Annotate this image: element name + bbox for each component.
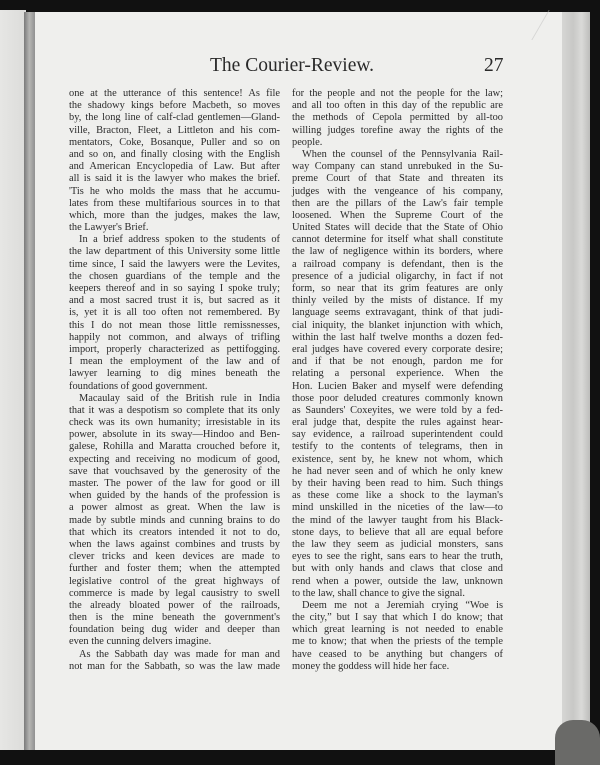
text-line: commerce is made by legal causistry to swell	[69, 587, 280, 599]
text-line: and American Encyclopedia of Law. But after	[69, 161, 280, 173]
text-line: further and foster them; when the attempted	[69, 563, 280, 575]
paragraph	[69, 393, 280, 649]
facing-page-edge	[0, 10, 26, 750]
text-line: thinly veiled by the mists of distance. If my	[292, 295, 503, 307]
text-line: people.	[292, 136, 323, 148]
text-line: eral judge that, despite the rules against hear-	[292, 417, 503, 429]
left-text-column	[69, 88, 280, 673]
text-line: then are the pillars of the Law's fair temple	[292, 197, 503, 209]
text-line: all is said it is the lawyer who makes the brief.	[69, 173, 280, 185]
text-line: time since, I said the lawyers were the Levites,	[69, 258, 280, 270]
text-line: rend when a power, outside the law, unknown	[292, 575, 503, 587]
text-line: money the goddess will hide her face.	[292, 660, 450, 672]
text-line: mind unskilled in the niceties of the law—to	[292, 502, 503, 514]
text-line: Hon. Lucien Baker and myself were defending	[292, 380, 503, 392]
text-line: is, yet it is all too often not remembered. By	[69, 307, 280, 319]
text-line: that which its creators intended it not to do,	[69, 526, 280, 538]
text-line: a railroad company is defendant, then is the	[292, 258, 503, 270]
text-line: the already bloated power of the railroads,	[69, 599, 280, 611]
text-line: as Saunders' Coxeyites, we were told by a fed-	[292, 404, 503, 416]
text-line: one at the utterance of this sentence! As file	[69, 88, 280, 99]
text-line: when guided by the hands of the profession is	[69, 490, 280, 502]
text-line: stone days, to believe that all are equal before	[292, 526, 503, 538]
text-line: by their having been read to him. Such things	[292, 478, 503, 489]
text-line: foundations of good government.	[69, 380, 208, 392]
text-line: foundation being dug wider and deeper than	[69, 624, 280, 636]
text-line: within the last half twelve months a dozen fed-	[292, 331, 503, 343]
text-line: even the cunning delvers imagine.	[69, 636, 212, 648]
text-line: willing judges torefine away the rights of the	[292, 124, 503, 136]
text-line: clever tricks and keen devices are made to	[69, 551, 280, 563]
text-line: galese, Rohilla and Maratta crouched before it,	[69, 441, 280, 453]
text-line: to the law, shall chance to give the signal.	[292, 587, 466, 599]
text-line: United States will decide that the State of Ohio	[292, 222, 503, 234]
holding-thumb	[555, 720, 600, 765]
text-line: made by subtle minds and cunning brains to do	[69, 514, 280, 526]
text-line: eyes to see the right, sans ears to hear the truth,	[292, 551, 503, 563]
paragraph	[292, 149, 503, 600]
text-line: I mean the employment of the law and of	[69, 356, 280, 368]
text-line: the shadowy kings before Macbeth, so moves	[69, 100, 280, 112]
text-line: form, so near that its grim features are only	[292, 283, 503, 294]
text-line: ville, Bracton, Fleet, a Littleton and his com-	[69, 124, 280, 136]
running-title: The Courier-Review.	[210, 55, 375, 76]
text-line: presence of a judicial oligarchy, in fact if not	[292, 270, 503, 282]
paragraph	[292, 600, 503, 673]
text-line: happily not common, and always of trifling	[69, 331, 280, 343]
text-line: but with only hands and claws that close and	[292, 563, 503, 575]
text-line: and all too often in this day of the republic are	[292, 100, 503, 112]
text-line: me to know; that when the priests of the temple	[292, 636, 503, 648]
text-line: the law they seem as judicial monsters, sans	[292, 538, 503, 550]
text-line: In a brief address spoken to the students of	[79, 234, 280, 246]
text-line: power, absolute in its sway—Hindoo and Ben-	[69, 429, 280, 441]
text-line: Deem me not a Jeremiah crying “Woe is	[302, 599, 503, 611]
paragraph	[69, 649, 280, 673]
text-line: and a most sacred trust it is, but sacred as it	[69, 295, 280, 307]
text-line: and if that be not enough, pardon me for	[292, 356, 503, 368]
text-line: save that vouchsaved by the generosity of the	[69, 465, 280, 477]
text-line: by, the long line of calf-clad gentlemen—Gland-	[69, 112, 280, 124]
text-line: testify to the contents of telegrams, then in	[292, 441, 503, 453]
text-line: he had never seen and of which he only knew	[292, 465, 503, 477]
text-line: as these come like a shock to the layman's	[292, 490, 503, 502]
text-line: a power almost as great. When the law is	[69, 502, 280, 514]
text-line: legislative control of the great highways of	[69, 575, 280, 587]
text-line: relating a personal experience. When the	[292, 368, 503, 380]
text-line: master. The power of the law for good or ill	[69, 478, 280, 489]
text-line: say evidence, a railroad superintendent could	[292, 429, 503, 441]
text-line: existence, sent by, he knew not whom, which	[292, 453, 503, 465]
text-line: lawyer learning to dig mines beneath the	[69, 368, 280, 380]
text-line: the city,” but I say that which I do know; that	[292, 612, 503, 624]
paragraph	[69, 88, 280, 234]
text-line: As the Sabbath day was made for man and	[79, 648, 280, 660]
text-line: eral judges have covered every corporate desire;	[292, 343, 503, 355]
text-line: loosened. When the Supreme Court of the	[292, 209, 503, 221]
text-line: for the people and not the people for the law;	[292, 88, 503, 99]
text-line: the methods of Cepola permitted by all-too	[292, 112, 503, 124]
page-stack-edge	[562, 12, 590, 752]
text-line: this I do not mean those little remissnesses,	[69, 319, 280, 331]
text-line: the chosen guardians of the temple and the	[69, 270, 280, 282]
text-line: when the laws against combines and trusts by	[69, 538, 280, 550]
text-line: cial iniquity, the blanket injunction with which,	[292, 319, 503, 331]
text-line: language seems extravagant, think of that judi-	[292, 307, 503, 319]
text-line: Macaulay said of the British rule in India	[79, 392, 280, 404]
text-line: those poor deluded creatures commonly known	[292, 392, 503, 404]
text-line: which great learning is not needed to enable	[292, 624, 503, 636]
text-line: lates from these multifarious sources in to that	[69, 197, 280, 209]
text-line: import, properly characterized as pettifogging.	[69, 343, 280, 355]
text-line: the mind of the lawyer taught from his Black-	[292, 514, 503, 526]
right-text-column	[292, 88, 503, 673]
text-line: check was its own humanity; irresistable in its	[69, 417, 280, 429]
text-line: expecting and receiving no modicum of good,	[69, 453, 280, 465]
text-line: have ceased to be anything but changers of	[292, 648, 503, 660]
text-line: preme Court of that State and threaten its	[292, 173, 503, 185]
text-line: the law of negligence within its borders, where	[292, 246, 503, 258]
paragraph	[69, 234, 280, 392]
text-line: the law department of this University some little	[69, 246, 280, 258]
text-line: not man for the Sabbath, so was the law made	[69, 660, 280, 672]
text-line: which, more than the judges, makes the law,	[69, 209, 280, 221]
paragraph	[292, 88, 503, 149]
text-line: way Company can stand unrebuked in the Su-	[292, 161, 503, 173]
text-line: cannot determine for itself what shall constitute	[292, 234, 503, 246]
text-line: then is the mine beneath the government's	[69, 612, 280, 624]
page-number: 27	[484, 55, 504, 76]
text-line: keepers thereof and in so saying I spoke truly;	[69, 283, 280, 294]
text-line: the Lawyer's Brief.	[69, 222, 149, 234]
text-line: mentators, Coke, Bosanque, Puller and so on	[69, 136, 280, 148]
text-line: 'Tis he who molds the mass that he accumu-	[69, 185, 280, 197]
text-line: and so on, and finally closing with the English	[69, 148, 280, 160]
text-line: When the counsel of the Pennsylvania Rail-	[302, 148, 503, 160]
text-line: judges with the vengeance of his company,	[292, 185, 503, 197]
text-line: that it was a despotism so complete that its only	[69, 404, 280, 416]
